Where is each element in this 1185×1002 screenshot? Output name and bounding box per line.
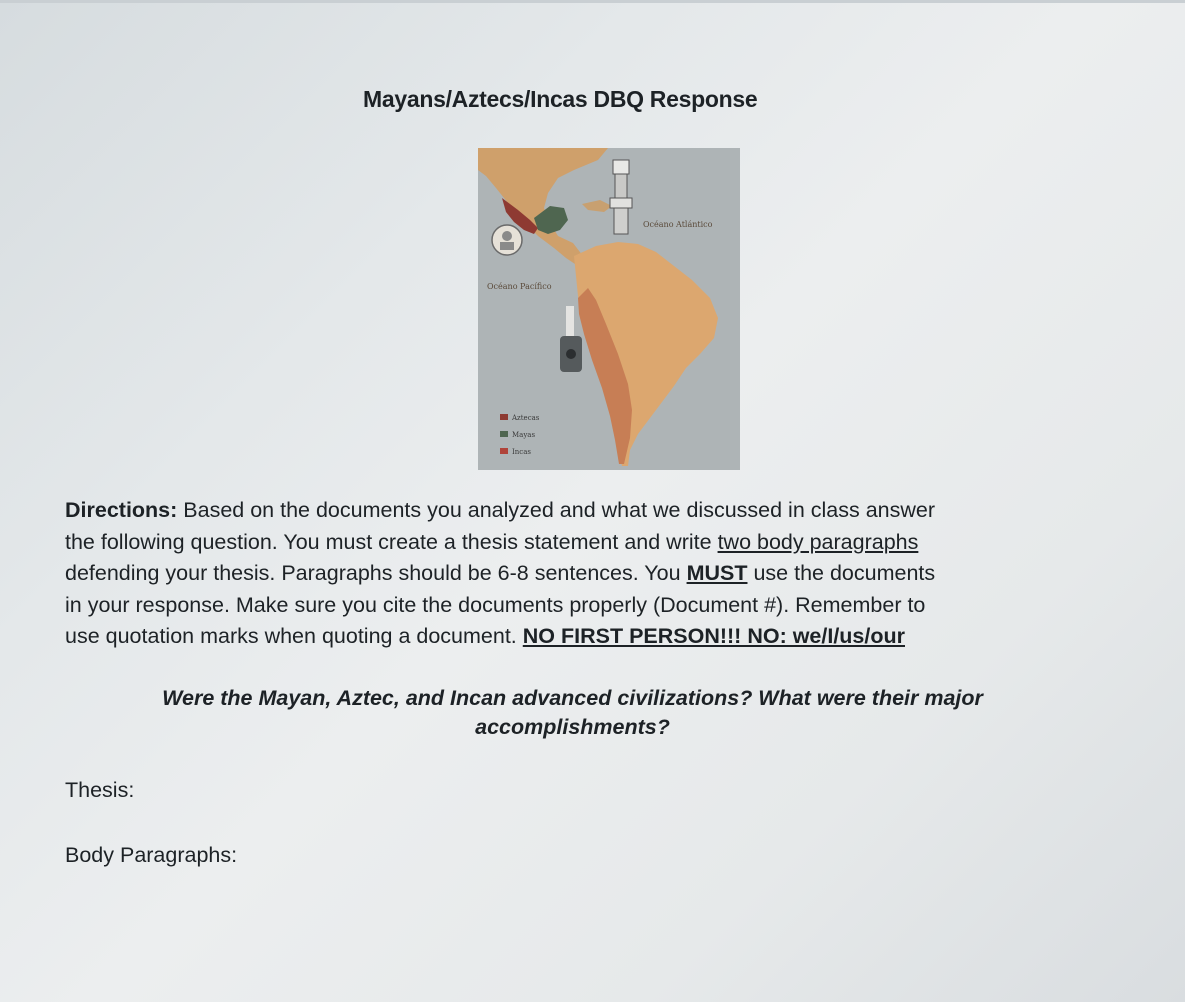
directions-line-2: the following question. You must create a thesis statement and write two body paragraphs <box>65 529 919 554</box>
legend-swatch-mayas <box>500 431 508 437</box>
americas-map-image <box>478 148 740 470</box>
directions-line-1: Directions: Based on the documents you analyzed and what we discussed in class answer <box>65 498 936 522</box>
thesis-label: Thesis: <box>65 778 135 802</box>
essay-question: Were the Mayan, Aztec, and Incan advanced civilizations? What were their major accomplishments? <box>162 686 983 739</box>
directions-line-3: defending your thesis. Paragraphs should be 6-8 sentences. You MUST use the documents <box>65 561 936 585</box>
directions-line-4: in your response. Make sure you cite the documents properly (Document #). Remember to <box>65 592 926 617</box>
no-first-person-emphasis: NO FIRST PERSON!!! NO: we/I/us/our <box>522 624 905 648</box>
two-body-paragraphs-emphasis: two body paragraphs <box>717 529 919 554</box>
body-paragraphs-label: Body Paragraphs: <box>65 843 238 867</box>
screen-top-edge <box>0 0 1185 3</box>
legend-label-aztecs: Aztecas <box>512 414 540 422</box>
must-emphasis: MUST <box>686 561 748 585</box>
directions-paragraph <box>65 495 1075 653</box>
directions-line-5: use quotation marks when quoting a document. NO FIRST PERSON!!! NO: we/I/us/our <box>65 624 905 648</box>
legend-swatch-incas <box>500 448 508 454</box>
legend-label-mayas: Mayas <box>512 431 536 439</box>
pacific-ocean-label: Océano Pacífico <box>487 282 552 291</box>
legend-label-incas: Incas <box>512 448 531 456</box>
atlantic-ocean-label: Océano Atlántico <box>643 220 713 229</box>
legend-swatch-aztecs <box>500 414 508 420</box>
directions-label: Directions: <box>65 498 178 522</box>
document-title: Mayans/Aztecs/Incas DBQ Response <box>363 86 758 112</box>
